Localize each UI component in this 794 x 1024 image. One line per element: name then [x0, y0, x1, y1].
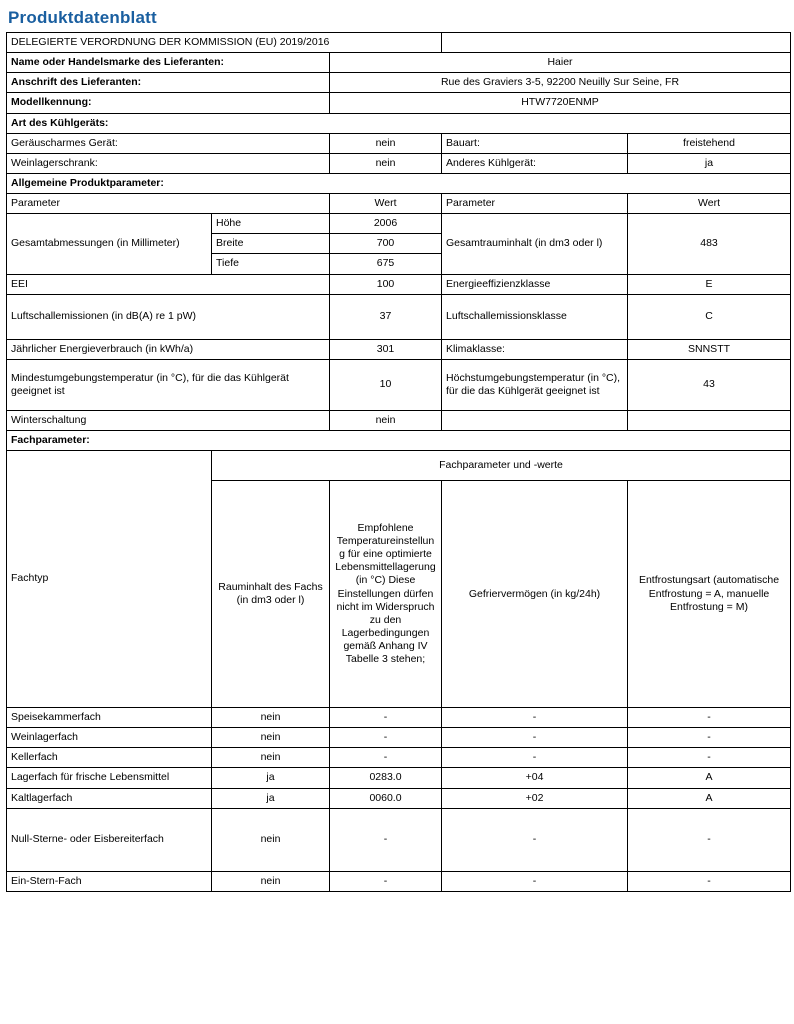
min-temp-label: Mindestumgebungstemperatur (in °C), für die das Kühlgerät geeignet ist [7, 359, 330, 410]
table-row [7, 708, 791, 728]
compartment-type: Kellerfach [7, 748, 212, 768]
model-row [7, 93, 791, 113]
compartment-temperature: - [442, 748, 628, 768]
compartment-volume: - [330, 728, 442, 748]
supplier-name-row [7, 53, 791, 73]
technical-group-header-row [7, 451, 791, 481]
winter-setting-row [7, 410, 791, 430]
table-row [7, 788, 791, 808]
compartment-present: nein [212, 808, 330, 871]
compartment-volume-header: Rauminhalt des Fachs (in dm3 oder l) [212, 481, 330, 708]
datasheet-table [6, 32, 791, 892]
dimensions-label: Gesamtabmessungen (in Millimeter) [7, 214, 212, 274]
model-value: HTW7720ENMP [330, 93, 791, 113]
wine-cabinet-label: Weinlagerschrank: [7, 153, 330, 173]
winter-setting-value: nein [330, 410, 442, 430]
appliance-type-row-1 [7, 133, 791, 153]
compartment-present: nein [212, 728, 330, 748]
compartment-volume: - [330, 748, 442, 768]
low-noise-value: nein [330, 133, 442, 153]
compartment-temperature-header: Empfohlene Temperatureinstellung für eine optimierte Lebensmittellagerung (in °C) Diese Einstellungen dürfen nicht im Widerspruch zu den Lagerbedingungen gemäß Anhang IV Tabelle 3 stehen; [330, 481, 442, 708]
model-label: Modellkennung: [7, 93, 330, 113]
compartment-present: nein [212, 871, 330, 891]
other-appliance-label: Anderes Kühlgerät: [442, 153, 628, 173]
compartment-temperature: +04 [442, 768, 628, 788]
supplier-address-label: Anschrift des Lieferanten: [7, 73, 330, 93]
energy-class-label: Energieeffizienzklasse [442, 274, 628, 294]
value-left-header: Wert [330, 194, 442, 214]
noise-row [7, 294, 791, 339]
compartment-type: Speisekammerfach [7, 708, 212, 728]
low-noise-label: Geräuscharmes Gerät: [7, 133, 330, 153]
value-right-header: Wert [628, 194, 791, 214]
table-row [7, 808, 791, 871]
wine-cabinet-value: nein [330, 153, 442, 173]
table-row [7, 768, 791, 788]
table-row [7, 728, 791, 748]
total-volume-value: 483 [628, 214, 791, 274]
param-right-header: Parameter [442, 194, 628, 214]
compartment-present: nein [212, 748, 330, 768]
noise-class-value: C [628, 294, 791, 339]
dimension-value-width: 700 [330, 234, 442, 254]
other-appliance-value: ja [628, 153, 791, 173]
compartment-defrost: A [628, 768, 791, 788]
compartment-defrost: - [628, 748, 791, 768]
compartment-temperature: - [442, 728, 628, 748]
dimension-name-depth: Tiefe [212, 254, 330, 274]
eei-row [7, 274, 791, 294]
annual-energy-label: Jährlicher Energieverbrauch (in kWh/a) [7, 339, 330, 359]
general-parameters-section-row [7, 173, 791, 193]
regulation-empty [442, 33, 791, 53]
winter-setting-empty-2 [628, 410, 791, 430]
dimensions-row-height [7, 214, 791, 234]
appliance-type-section-label: Art des Kühlgeräts: [7, 113, 791, 133]
compartment-present: ja [212, 768, 330, 788]
compartment-defrost: A [628, 788, 791, 808]
noise-label: Luftschallemissionen (in dB(A) re 1 pW) [7, 294, 330, 339]
supplier-address-value: Rue des Graviers 3-5, 92200 Neuilly Sur Seine, FR [330, 73, 791, 93]
compartment-temperature: - [442, 808, 628, 871]
compartment-volume: 0060.0 [330, 788, 442, 808]
compartment-type: Ein-Stern-Fach [7, 871, 212, 891]
param-left-header: Parameter [7, 194, 330, 214]
dimension-value-height: 2006 [330, 214, 442, 234]
compartment-temperature: +02 [442, 788, 628, 808]
supplier-name-label: Name oder Handelsmarke des Lieferanten: [7, 53, 330, 73]
compartment-present: nein [212, 708, 330, 728]
annual-energy-row [7, 339, 791, 359]
compartment-defrost: - [628, 728, 791, 748]
compartment-volume: - [330, 871, 442, 891]
noise-class-label: Luftschallemissionsklasse [442, 294, 628, 339]
construction-value: freistehend [628, 133, 791, 153]
technical-section-row [7, 430, 791, 450]
dimension-name-width: Breite [212, 234, 330, 254]
min-temp-value: 10 [330, 359, 442, 410]
climate-class-value: SNNSTT [628, 339, 791, 359]
ambient-temperature-row [7, 359, 791, 410]
table-row [7, 748, 791, 768]
supplier-name-value: Haier [330, 53, 791, 73]
total-volume-label: Gesamtrauminhalt (in dm3 oder l) [442, 214, 628, 274]
compartment-freezing-header: Gefriervermögen (in kg/24h) [442, 481, 628, 708]
compartment-volume: - [330, 708, 442, 728]
compartment-defrost: - [628, 871, 791, 891]
winter-setting-label: Winterschaltung [7, 410, 330, 430]
compartment-defrost: - [628, 808, 791, 871]
appliance-type-section-row [7, 113, 791, 133]
regulation-row [7, 33, 791, 53]
compartment-temperature: - [442, 708, 628, 728]
regulation-text: DELEGIERTE VERORDNUNG DER KOMMISSION (EU) 2019/2016 [7, 33, 442, 53]
construction-label: Bauart: [442, 133, 628, 153]
compartment-volume: 0283.0 [330, 768, 442, 788]
compartment-temperature: - [442, 871, 628, 891]
general-parameters-section-label: Allgemeine Produktparameter: [7, 173, 791, 193]
energy-class-value: E [628, 274, 791, 294]
compartment-defrost-header: Entfrostungsart (automatische Entfrostung = A, manuelle Entfrostung = M) [628, 481, 791, 708]
compartment-type: Lagerfach für frische Lebensmittel [7, 768, 212, 788]
annual-energy-value: 301 [330, 339, 442, 359]
page-title: Produktdatenblatt [8, 8, 157, 27]
compartment-present: ja [212, 788, 330, 808]
compartment-type: Weinlagerfach [7, 728, 212, 748]
dimension-name-height: Höhe [212, 214, 330, 234]
eei-label: EEI [7, 274, 330, 294]
compartment-type: Kaltlagerfach [7, 788, 212, 808]
appliance-type-row-2 [7, 153, 791, 173]
eei-value: 100 [330, 274, 442, 294]
general-parameters-header-row [7, 194, 791, 214]
compartment-defrost: - [628, 708, 791, 728]
max-temp-value: 43 [628, 359, 791, 410]
table-row [7, 871, 791, 891]
compartment-volume: - [330, 808, 442, 871]
technical-group-header: Fachparameter und -werte [212, 451, 791, 481]
supplier-address-row [7, 73, 791, 93]
compartment-type-header: Fachtyp [7, 451, 212, 708]
compartment-type: Null-Sterne- oder Eisbereiterfach [7, 808, 212, 871]
noise-value: 37 [330, 294, 442, 339]
max-temp-label: Höchstumgebungstemperatur (in °C), für die das Kühlgerät geeignet ist [442, 359, 628, 410]
winter-setting-empty-1 [442, 410, 628, 430]
climate-class-label: Klimaklasse: [442, 339, 628, 359]
dimension-value-depth: 675 [330, 254, 442, 274]
technical-section-label: Fachparameter: [7, 430, 791, 450]
